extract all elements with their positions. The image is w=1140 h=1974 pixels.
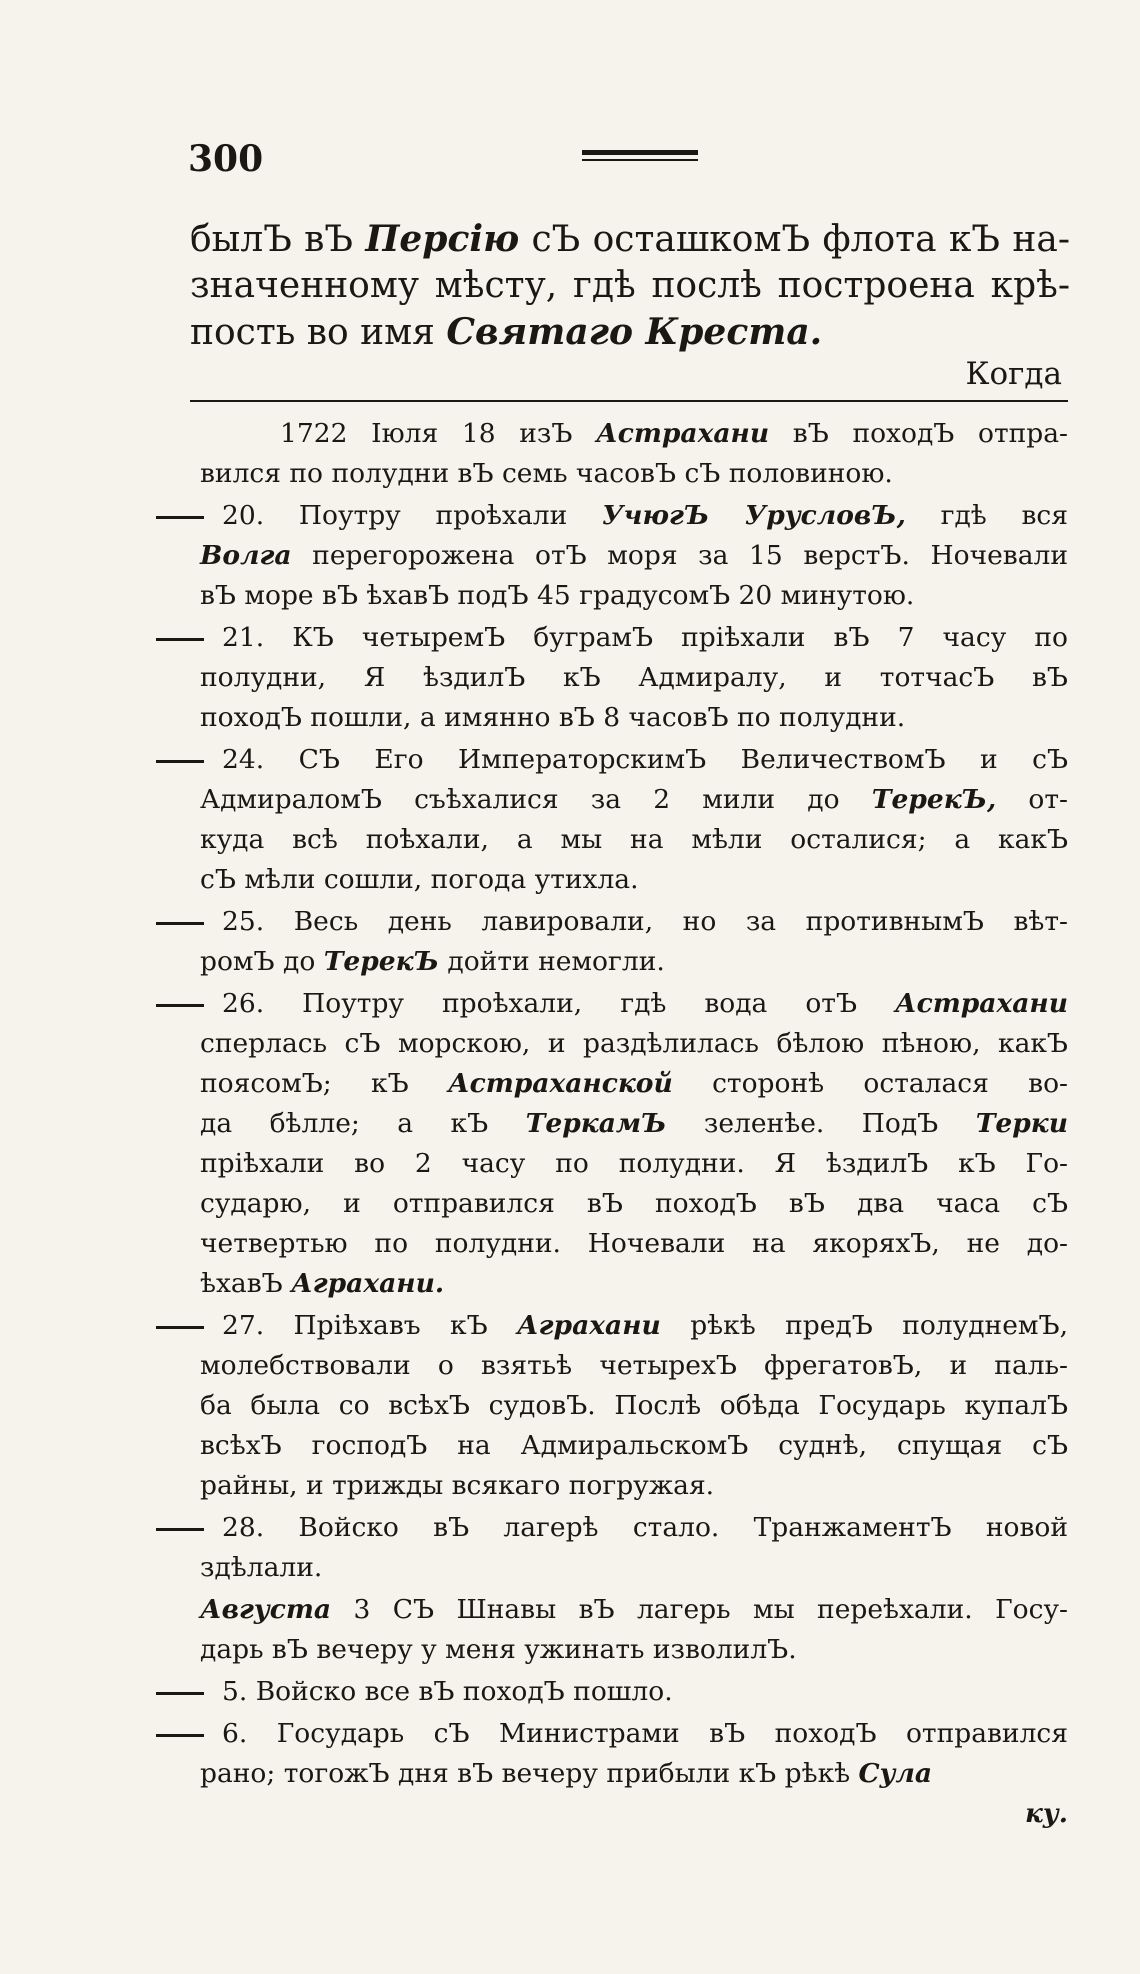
text-span: 3 СЪ Шнавы вЪ лагерь мы переѣхали. Госу- [331, 1594, 1068, 1625]
italic-proper-name: Аграхани [517, 1310, 661, 1341]
catchword: Когда [965, 356, 1062, 392]
text-line [200, 820, 1068, 860]
italic-proper-name: Астрахани [894, 988, 1068, 1019]
text-span: молебствовали о взятьѣ четырехЪ фрегатовЪ, и паль- [200, 1350, 1068, 1381]
text-span: поясомЪ; кЪ [200, 1068, 448, 1099]
text-span: сЪ мѣли сошли, погода утихла. [200, 864, 639, 895]
journal-entry [200, 984, 1068, 1304]
italic-proper-name: Волга [200, 540, 292, 571]
journal-entry [200, 618, 1068, 738]
text-line [200, 576, 1068, 616]
text-span: пріѣхали во 2 часу по полудни. Я ѣздилЪ кЪ Го- [200, 1148, 1068, 1179]
text-line [160, 740, 1068, 780]
text-span: сЪ осташкомЪ флота кЪ на- [519, 219, 1070, 260]
journal-entry [200, 414, 1068, 494]
text-span: 27. Пріѣхавъ кЪ [222, 1310, 518, 1341]
em-dash-marker [156, 760, 204, 763]
italic-proper-name: Августа [200, 1594, 332, 1625]
em-dash-marker [156, 922, 204, 925]
text-span: полудни, Я ѣздилЪ кЪ Адмиралу, и тотчасЪ вЪ [200, 662, 1068, 693]
text-line [190, 263, 1070, 309]
text-span: ромЪ до [200, 946, 324, 977]
text-line [200, 1144, 1068, 1184]
em-dash-marker [156, 1004, 204, 1007]
em-dash-marker [156, 1326, 204, 1329]
text-span: перегорожена отЪ моря за 15 верстЪ. Ночевали [291, 540, 1068, 571]
text-line [160, 1672, 1068, 1712]
text-line [200, 1630, 1068, 1670]
em-dash-marker [156, 516, 204, 519]
italic-proper-name: УчюгЪ УрусловЪ, [602, 500, 906, 531]
journal-entries [200, 400, 1068, 1834]
page-number: 300 [188, 138, 264, 180]
text-line [200, 942, 1068, 982]
italic-proper-name: Терки [975, 1108, 1068, 1139]
text-line [160, 496, 1068, 536]
text-line [200, 1064, 1068, 1104]
text-line [160, 618, 1068, 658]
journal-entry [200, 1714, 1068, 1794]
text-span: вЪ походЪ отпра- [769, 418, 1068, 449]
em-dash-marker [156, 1528, 204, 1531]
text-span: рано; тогожЪ дня вЪ вечеру прибыли кЪ рѣкѣ [200, 1758, 859, 1789]
text-span: значенному мѣсту, гдѣ послѣ построена крѣ- [190, 265, 1070, 306]
italic-proper-name: ТеркамЪ [525, 1108, 667, 1139]
text-span: зеленѣе. ПодЪ [666, 1108, 976, 1139]
text-span: да бѣлле; а кЪ [200, 1108, 526, 1139]
em-dash-marker [156, 638, 204, 641]
text-span: былЪ вЪ [190, 219, 366, 260]
text-span: 20. Поутру проѣхали [222, 500, 603, 531]
text-line [200, 1466, 1068, 1506]
text-line [200, 1386, 1068, 1426]
text-span: 25. Весь день лавировали, но за противнымЪ вѣт- [222, 906, 1068, 937]
text-span: куда всѣ поѣхали, а мы на мѣли осталися; а какЪ [200, 824, 1068, 855]
text-span: АдмираломЪ съѣхалися за 2 мили до [200, 784, 872, 815]
month-entry [200, 1590, 1068, 1670]
text-line [200, 1346, 1068, 1386]
journal-entry [200, 1306, 1068, 1506]
text-span: 26. Поутру проѣхали, гдѣ вода отЪ [222, 988, 895, 1019]
text-line [200, 1590, 1068, 1630]
journal-entry [200, 740, 1068, 900]
text-span: дарь вЪ вечеру у меня ужинать изволилЪ. [200, 1634, 797, 1665]
bottom-catchword: ку. [1024, 1798, 1068, 1829]
text-span: гдѣ вся [905, 500, 1068, 531]
text-span: вЪ море вЪ ѣхавЪ подЪ 45 градусомЪ 20 минутою. [200, 580, 915, 611]
text-span: 1722 Іюля 18 изЪ [280, 418, 597, 449]
text-span: сторонѣ осталася во- [672, 1068, 1068, 1099]
text-line [160, 1306, 1068, 1346]
italic-proper-name: Аграхани. [291, 1268, 445, 1299]
text-span: 28. Войско вЪ лагерѣ стало. ТранжаментЪ новой [222, 1512, 1068, 1543]
text-span: сударю, и отправился вЪ походЪ вЪ два часа сЪ [200, 1188, 1068, 1219]
text-line [160, 902, 1068, 942]
text-span: всѣхЪ господЪ на АдмиральскомЪ суднѣ, спущая сЪ [200, 1430, 1068, 1461]
italic-proper-name: ТерекЪ, [871, 784, 997, 815]
text-line [200, 1104, 1068, 1144]
text-line [160, 1508, 1068, 1548]
main-text-block [190, 216, 1070, 356]
italic-proper-name: Астраханской [447, 1068, 673, 1099]
text-span: четвертью по полудни. Ночевали на якоряхЪ, не до- [200, 1228, 1068, 1259]
text-span: 6. Государь сЪ Министрами вЪ походЪ отправился [222, 1718, 1068, 1749]
italic-proper-name: Святаго Креста. [446, 311, 823, 353]
text-span: 21. КЪ четыремЪ буграмЪ пріѣхали вЪ 7 часу по [222, 622, 1068, 653]
text-line [200, 1224, 1068, 1264]
text-line [160, 1714, 1068, 1754]
text-line [200, 1754, 1068, 1794]
text-span: пость во имя [190, 312, 447, 353]
text-line [200, 536, 1068, 576]
text-line [190, 309, 1070, 356]
text-span: рѣкѣ предЪ полуднемЪ, [660, 1310, 1068, 1341]
text-span: ѣхавЪ [200, 1268, 292, 1299]
text-line [200, 780, 1068, 820]
text-span: сперлась сЪ морскою, и раздѣлилась бѣлою пѣною, какЪ [200, 1028, 1068, 1059]
text-line [200, 414, 1068, 454]
em-dash-marker [156, 1692, 204, 1695]
text-span: от- [996, 784, 1068, 815]
text-line [160, 984, 1068, 1024]
italic-proper-name: Астрахани [596, 418, 770, 449]
text-span: здѣлали. [200, 1552, 323, 1583]
italic-proper-name: Персію [365, 218, 520, 260]
text-line [200, 454, 1068, 494]
header-ornament-rule [582, 148, 698, 164]
text-line [190, 216, 1070, 263]
text-span: дойти немогли. [438, 946, 665, 977]
text-span: походЪ пошли, а имянно вЪ 8 часовЪ по полудни. [200, 702, 906, 733]
text-span: вился по полудни вЪ семь часовЪ сЪ половиною. [200, 458, 893, 489]
text-span: ба была со всѣхЪ судовЪ. Послѣ обѣда Государь купалЪ [200, 1390, 1068, 1421]
text-line [200, 1184, 1068, 1224]
italic-proper-name: ТерекЪ [323, 946, 439, 977]
journal-entry [200, 496, 1068, 616]
em-dash-marker [156, 1734, 204, 1737]
journal-entry [200, 1508, 1068, 1588]
text-line [200, 1548, 1068, 1588]
text-line [200, 698, 1068, 738]
text-line [200, 860, 1068, 900]
text-line [200, 658, 1068, 698]
journal-entry [200, 1672, 1068, 1712]
italic-proper-name: Сула [858, 1758, 933, 1789]
text-span: райны, и трижды всякаго погружая. [200, 1470, 715, 1501]
journal-entry [200, 902, 1068, 982]
text-span: 5. Войско все вЪ походЪ пошло. [222, 1676, 673, 1707]
text-span: 24. СЪ Его ИмператорскимЪ ВеличествомЪ и сЪ [222, 744, 1068, 775]
text-line [200, 1426, 1068, 1466]
text-line [200, 1024, 1068, 1064]
text-line [200, 1264, 1068, 1304]
